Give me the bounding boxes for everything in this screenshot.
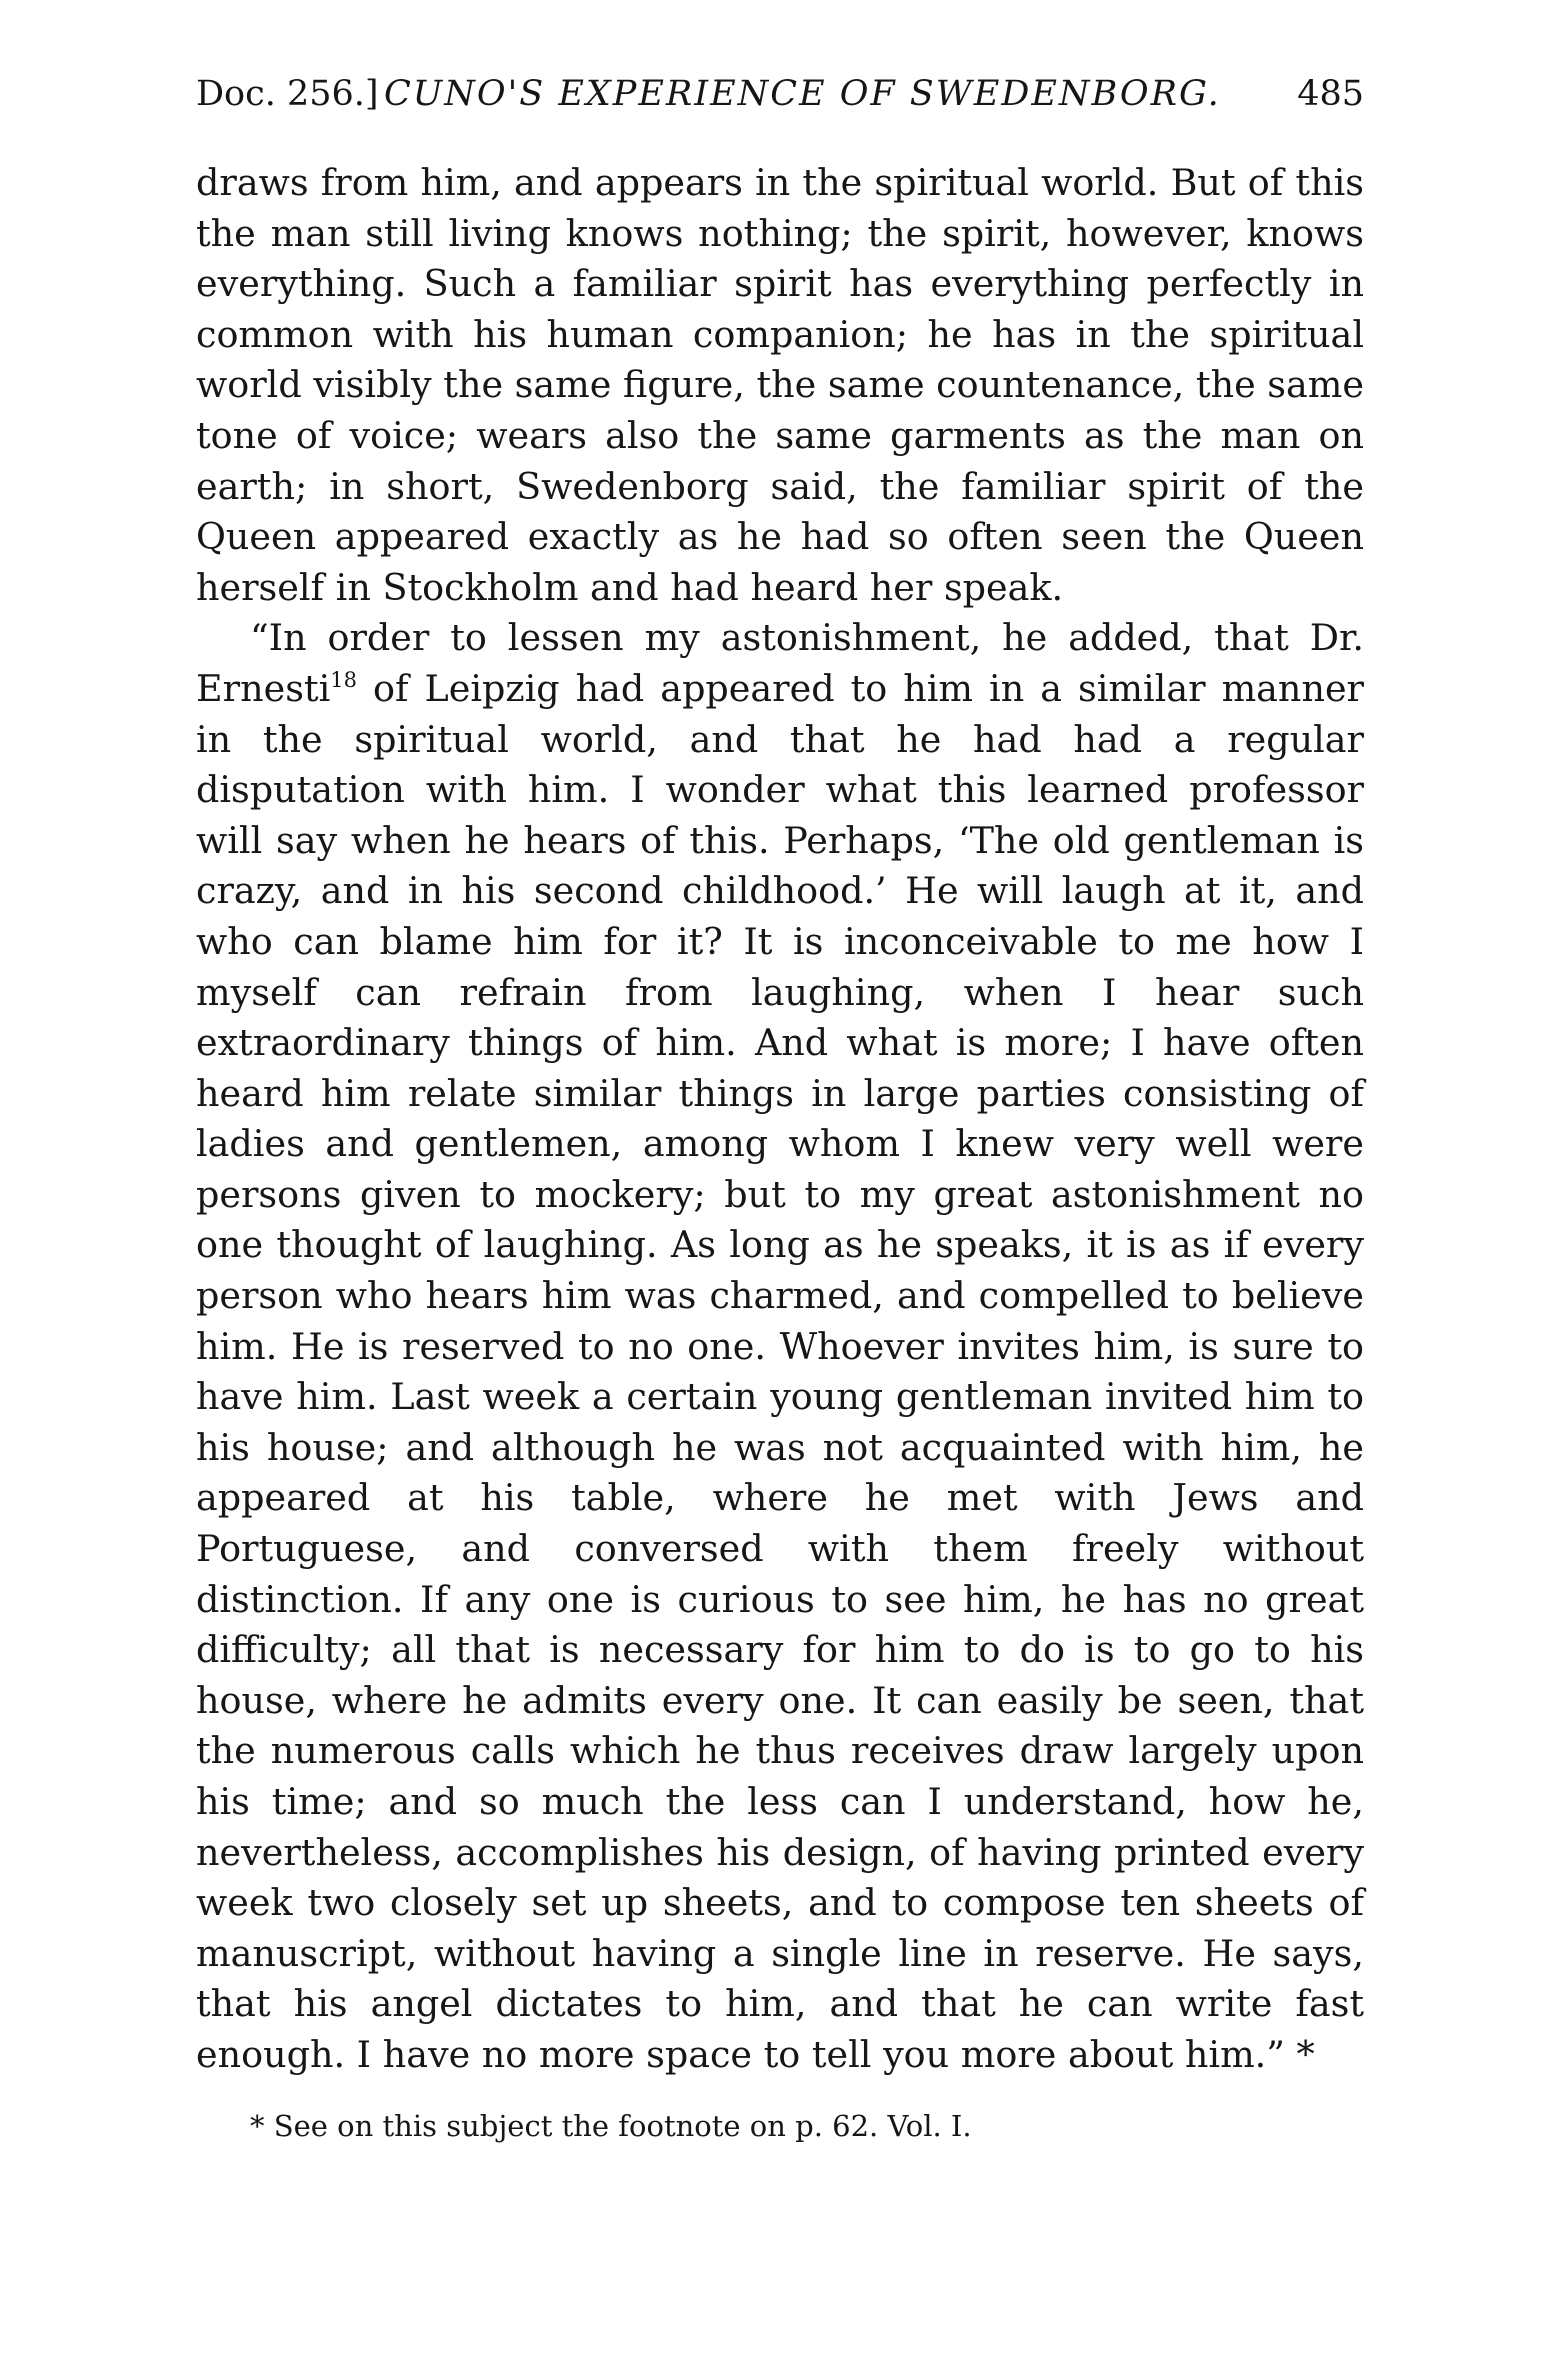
footnote: * See on this subject the footnote on p. 62. Vol. I. bbox=[250, 2108, 972, 2143]
running-title: CUNO'S EXPERIENCE OF SWEDENBORG. bbox=[384, 74, 1221, 114]
footnote-reference: 18 bbox=[330, 667, 358, 692]
paragraph-continuation: draws from him, and appears in the spiritual world. But of this the man still living knows nothing; the spirit, however, knows everything. Such a familiar spirit has everything perfectly in common with his human companion; he has in the spiritual world visibly the same figure, the same countenance, the same tone of voice; wears also the same garments as the man on earth; in short, Swedenborg said, the familiar spirit of the Queen appeared exactly as he had so often seen the Queen herself in Stockholm and had heard her speak. bbox=[196, 161, 1364, 609]
paragraph-quotation bbox=[196, 613, 1364, 2080]
document-page bbox=[196, 62, 1364, 2147]
document-number: Doc. 256.] bbox=[196, 74, 379, 114]
running-head bbox=[196, 62, 1364, 126]
paragraph-text-part-2: of Leipzig had appeared to him in a similar manner in the spiritual world, and that he had had a regular disputation with him. I wonder what this learned professor will say when he hears of this. Perhaps, ‘The old gentleman is crazy, and in his second childhood.’ He will laugh at it, and who can blame him for it? It is inconceivable to me how I myself can refrain from laughing, when I hear such extraordinary things of him. And what is more; I have often heard him relate similar things in large parties consisting of ladies and gentlemen, among whom I knew very well were persons given to mockery; but to my great astonishment no one thought of laughing. As long as he speaks, it is as if every person who hears him was charmed, and compelled to believe him. He is reserved to no one. Whoever invites him, is sure to have him. Last week a certain young gentleman invited him to his house; and although he was not acquainted with him, he appeared at his table, where he met with Jews and Portuguese, and conversed with them freely without distinction. If any one is curious to see him, he has no great difficulty; all that is necessary for him to do is to go to his house, where he admits every one. It can easily be seen, that the numerous calls which he thus receives draw largely upon his time; and so much the less can I understand, how he, nevertheless, accomplishes his design, of having printed every week two closely set up sheets, and to compose ten sheets of manuscript, without having a single line in reserve. He says, that his angel dictates to him, and that he can write fast enough. I have no more space to tell you more about him.” * bbox=[196, 666, 1364, 2076]
page-number: 485 bbox=[1297, 74, 1364, 114]
body-text bbox=[196, 158, 1364, 2081]
paragraph-text-part-1: “In order to lessen my astonishment, he added, that Dr. Ernesti bbox=[196, 616, 1364, 710]
